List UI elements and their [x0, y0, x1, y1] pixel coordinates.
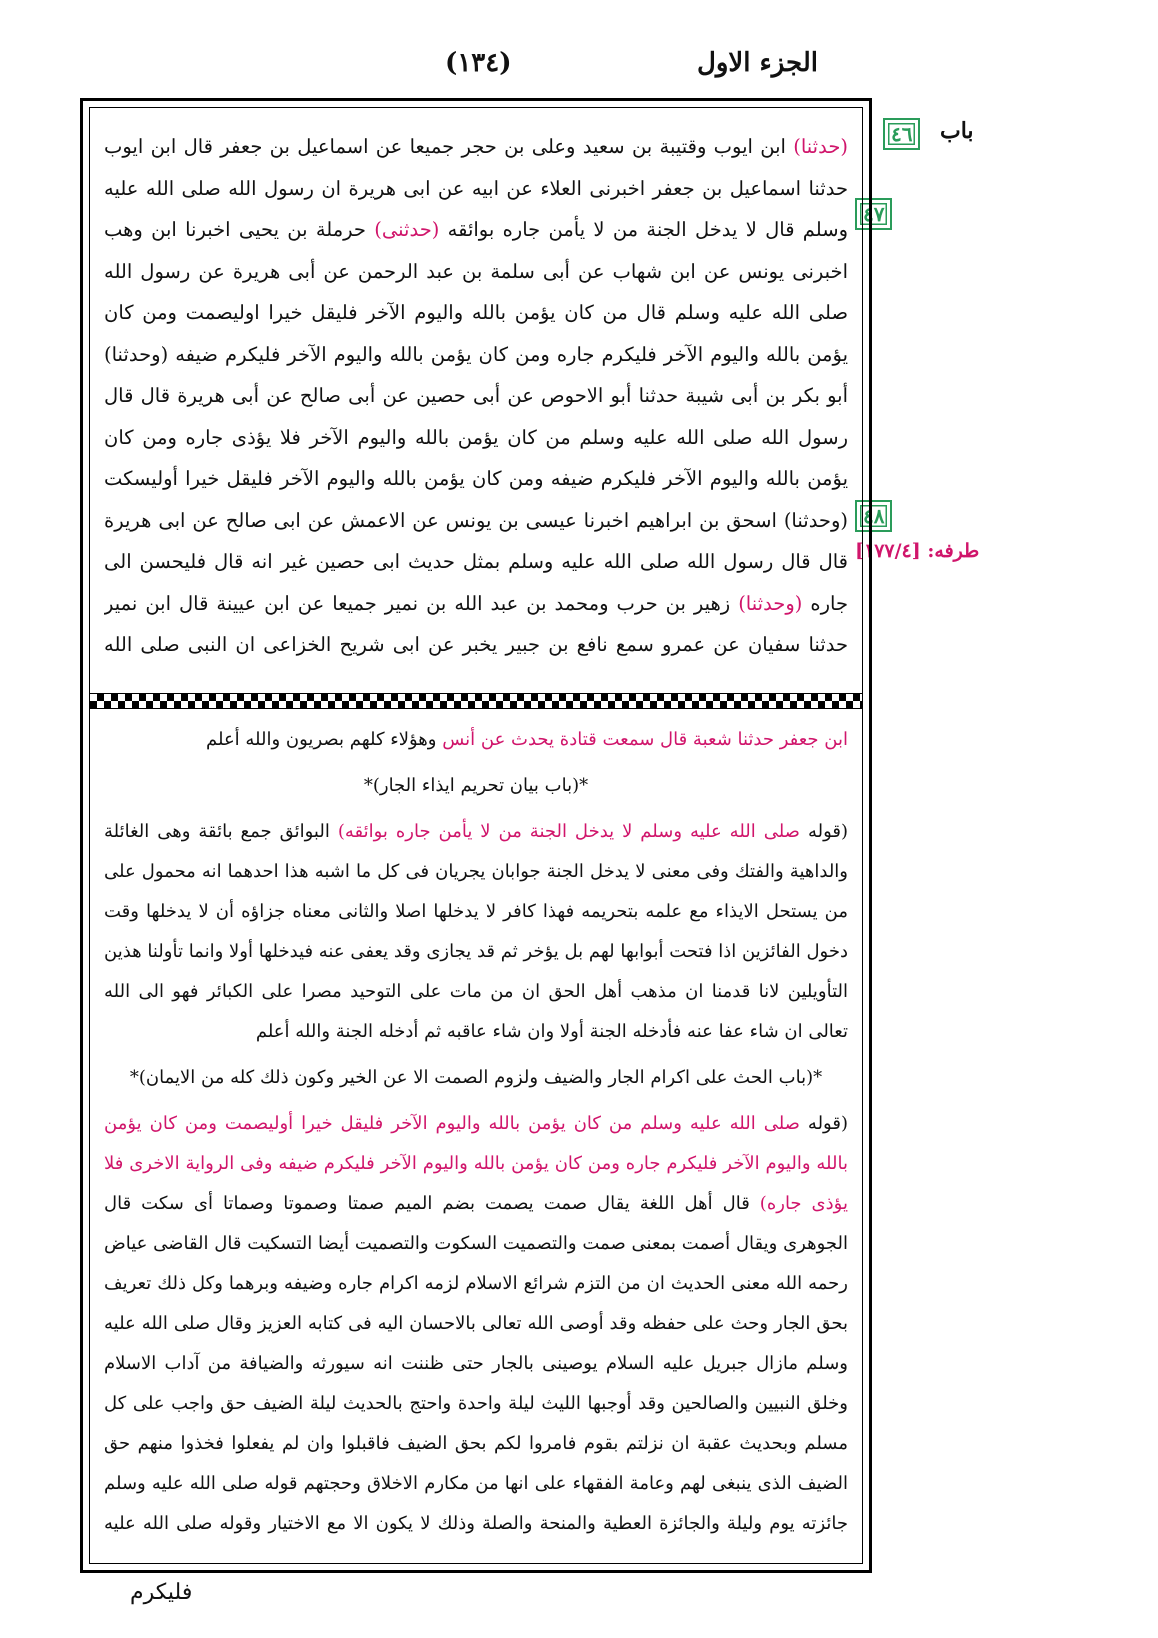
commentary-text: قال أهل اللغة يقال صمت يصمت بضم الميم صمتا وصموتا وصماتا أى سكت قال الجوهرى ويقال أصمت بمعنى صمت والتصميت السكوت والتصميت أيضا التسكيت قال القاضى عياض رحمه الله معنى الحديث ان من التزم شرائع الاسلام لزمه اكرام جاره وضيفه وبرهما وكل ذلك تعريف بحق الجار وحث على حفظه وقد أوصى الله تعالى بالاحسان اليه فى كتابه العزيز وقال صلى الله عليه وسلم مازال جبريل عليه السلام يوصينى بالجار حتى ظننت انه سيورثه والضيافة من آداب الاسلام وخلق النبيين والصالحين وقد أوجبها الليث ليلة واحدة واحتج بالحديث ليلة الضيف حق واجب على كل مسلم وبحديث عقبة ان نزلتم بقوم فامروا لكم بحق الضيف فاقبلوا وان لم يفعلوا فخذوا منهم حق الضيف الذى ينبغى لهم وعامة الفقهاء على انها من مكارم الاخلاق وحجتهم قوله صلى الله عليه وسلم جائزته يوم وليلة والجائزة العطية والمنحة والصلة وذلك لا يكون الا مع الاختيار وقوله صلى الله عليه	[104, 1193, 848, 1534]
checkered-divider	[90, 693, 862, 709]
hadith-text: زهير بن حرب ومحمد بن عبد الله بن نمير جميعا عن ابن عيينة قال ابن نمير حدثنا سفيان عن عمرو سمع نافع بن جبير يخبر عن ابى شريح الخزاعى ان النبى صلى الله	[104, 591, 848, 656]
commentary-text: وهؤلاء كلهم بصريون والله أعلم	[206, 729, 437, 750]
narration-label: (وحدثنا)	[783, 508, 848, 532]
commentary-paragraph	[104, 1104, 848, 1543]
commentary-opening	[104, 720, 848, 760]
narration-label: (وحدثنا)	[104, 342, 169, 366]
hadith-text-block	[104, 126, 848, 676]
hadith-text: أبو بكر بن أبى شيبة حدثنا أبو الاحوص عن أبى حصين عن أبى صالح عن أبى هريرة قال قال رسول الله صلى الله عليه وسلم من كان يؤمن بالله واليوم الآخر فلا يؤذى جاره ومن كان يؤمن بالله واليوم الآخر فليكرم ضيفه ومن كان يؤمن بالله واليوم الآخر فليقل خيرا أوليسكت	[104, 384, 848, 490]
commentary-paragraph	[104, 812, 848, 1052]
commentary-text: البوائق جمع بائقة وهى الغائلة والداهية والفتك وفى معنى لا يدخل الجنة جوابان يجريان فى كل ما اشبه هذا احدهما انه محمول على من يستحل الايذاء مع علمه بتحريمه فهذا كافر لا يدخلها اصلا والثانى معناه جزاؤه أن لا يدخلها وقت دخول الفائزين اذا فتحت أبوابها لهم بل يؤخر ثم قد يجازى وقد يعفى عنه فيدخلها أولا وانما تأولنا هذين التأويلين لانا قدمنا ان مذهب أهل الحق ان من مات على التوحيد مصرا على الكبائر فهو الى الله تعالى ان شاء عفا عنه فأدخله الجنة أولا وان شاء عاقبه ثم أدخله الجنة والله أعلم	[104, 821, 848, 1042]
side-bab-label: باب	[940, 118, 974, 144]
catchword: فليكرم	[130, 1580, 193, 1605]
hadith-text: ابن ايوب وقتيبة بن سعيد وعلى بن حجر جميعا عن اسماعيل بن جعفر قال ابن ايوب حدثنا اسماعيل بن جعفر اخبرنى العلاء عن ابيه عن ابى هريرة ان رسول الله صلى الله عليه وسلم قال لا يدخل الجنة من لا يأمن جاره بوائقه	[104, 135, 848, 241]
commentary-highlight: صلى الله عليه وسلم لا يدخل الجنة من لا يأمن جاره بوائقه)	[337, 821, 800, 842]
hadith-text: حرملة بن يحيى اخبرنا ابن وهب اخبرنى يونس عن ابن شهاب عن أبى سلمة بن عبد الرحمن عن أبى هريرة عن رسول الله صلى الله عليه وسلم قال من كان يؤمن بالله واليوم الآخر فليقل خيرا اوليصمت ومن كان يؤمن بالله واليوم الآخر فليكرم جاره ومن كان يؤمن بالله واليوم الآخر فليكرم ضيفه	[104, 218, 848, 366]
hadith-number-47: ٤٧	[855, 198, 892, 230]
commentary-block	[104, 720, 848, 1543]
page-number: (١٣٤)	[445, 48, 512, 78]
chapter-heading: *(باب الحث على اكرام الجار والضيف ولزوم الصمت الا عن الخير وكون ذلك كله من الايمان)*	[129, 1067, 823, 1088]
hadith-number-48: ٤٨	[855, 500, 892, 532]
page-frame	[80, 98, 872, 1573]
commentary-highlight: صلى الله عليه وسلم من كان يؤمن بالله واليوم الآخر فليقل خيرا أوليصمت ومن كان يؤمن بالله واليوم الآخر فليكرم جاره ومن كان يؤمن بالله واليوم الآخر فليكرم ضيفه وفى الرواية الاخرى فلا يؤذى جاره)	[104, 1113, 848, 1214]
chapter-heading: *(باب بيان تحريم ايذاء الجار)*	[363, 775, 589, 796]
qawluhu-label: (قوله	[807, 821, 848, 842]
narration-label: (وحدثنا)	[738, 591, 803, 615]
qawluhu-label: (قوله	[807, 1113, 848, 1134]
running-header-title: الجزء الاول	[696, 48, 818, 78]
frame-inner-border	[89, 107, 863, 1564]
commentary-highlight: ابن جعفر حدثنا شعبة قال سمعت قتادة يحدث عن أنس	[442, 729, 848, 750]
narration-label: (حدثنا)	[793, 135, 848, 158]
narration-label: (حدثنى)	[374, 218, 440, 241]
hadith-text: اسحق بن ابراهيم اخبرنا عيسى بن يونس عن الاعمش عن ابى صالح عن ابى هريرة قال قال رسول الله صلى الله عليه وسلم بمثل حديث ابى حصين غير انه قال فليحسن الى جاره	[104, 508, 848, 615]
cross-reference-label: طرفه: [١٧٧/٤]	[855, 540, 980, 562]
hadith-number-46: ٤٦	[883, 118, 920, 150]
